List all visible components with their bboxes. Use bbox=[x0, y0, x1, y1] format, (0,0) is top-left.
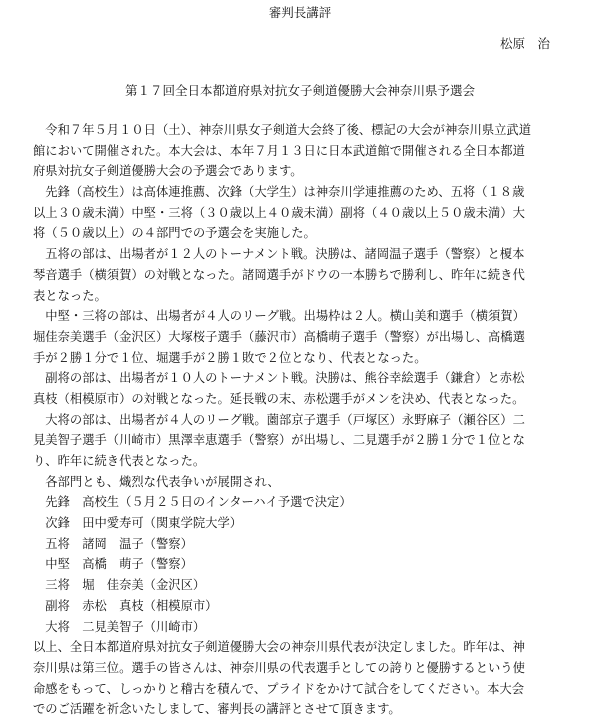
document-heading: 審判長講評 bbox=[268, 5, 332, 20]
body-line: 令和７年５月１０日（土）、神奈川県女子剣道大会終了後、標記の大会が神奈川県立武道 bbox=[33, 123, 532, 137]
body-line: 将（５０歳以上）の４部門での予選会を実施した。 bbox=[33, 226, 316, 241]
body-line: 命感をもって、しっかりと稽古を積んで、プライドをかけて試合をしてください。本大会 bbox=[33, 681, 525, 696]
body-line: り、昨年に続き代表となった。 bbox=[33, 454, 206, 468]
body-line: でのご活躍を祈念いたしまして、審判長の講評とさせて頂きます。 bbox=[33, 702, 401, 717]
body-line: 各部門とも、熾烈な代表争いが展開され、 bbox=[33, 474, 280, 489]
body-line: 以上、全日本都道府県対抗女子剣道優勝大会の神奈川県代表が決定しました。昨年は、神 bbox=[33, 640, 525, 655]
body-line: 表となった。 bbox=[33, 288, 107, 303]
body-line: 三将 堀 佳奈美（金沢区） bbox=[33, 578, 206, 593]
body-line: 堀佳奈美選手（金沢区）大塚桜子選手（藤沢市）高橋萌子選手（警察）が出場し、高橋選 bbox=[33, 329, 525, 344]
body-line: 以上３０歳未満）中堅・三将（３０歳以上４０歳未満）副将（４０歳以上５０歳未満）大 bbox=[33, 205, 525, 220]
body-line: 府県対抗女子剣道優勝大会の予選会であります。 bbox=[33, 164, 303, 179]
body-line: 先鋒 高校生（５月２５日のインターハイ予選で決定） bbox=[33, 495, 352, 510]
document-title: 第１７回全日本都道府県対抗女子剣道優勝大会神奈川県予選会 bbox=[124, 83, 475, 98]
body-line: 真枝（相模原市）の対戦となった。延長戦の末、赤松選手がメンを決め、代表となった。 bbox=[33, 391, 525, 406]
body-line: 先鋒（高校生）は高体連推薦、次鋒（大学生）は神奈川学連推薦のため、五将（１８歳 bbox=[33, 185, 525, 200]
body-line: 琴音選手（横須賀）の対戦となった。諸岡選手がドウの一本勝ちで勝利し、昨年に続き代 bbox=[33, 267, 525, 282]
body-line: 中堅・三将の部は、出場者が４人のリーグ戦。出場枠は２人。横山美和選手（横須賀） bbox=[33, 309, 525, 324]
body-line: 見美智子選手（川崎市）黒澤幸恵選手（警察）が出場し、二見選手が２勝１分で１位とな bbox=[33, 433, 525, 448]
author-name: 松原 治 bbox=[499, 36, 550, 51]
body-line: 館において開催された。本大会は、本年７月１３日に日本武道館で開催される全日本都道 bbox=[33, 143, 525, 158]
body-line: 大将 二見美智子（川崎市） bbox=[33, 619, 206, 634]
body-line: 次鋒 田中愛寿可（関東学院大学） bbox=[33, 516, 243, 531]
body-line: 大将の部は、出場者が４人のリーグ戦。薗部京子選手（戸塚区）永野麻子（瀬谷区）二 bbox=[33, 412, 525, 427]
body-line: 副将 赤松 真枝（相模原市） bbox=[33, 598, 218, 613]
body-line: 手が２勝１分で１位、堀選手が２勝１敗で２位となり、代表となった。 bbox=[33, 350, 427, 365]
body-line: 奈川県は第三位。選手の皆さんは、神奈川県の代表選手としての誇りと優勝するという使 bbox=[33, 660, 525, 675]
body-line: 副将の部は、出場者が１０人のトーナメント戦。決勝は、熊谷幸絵選手（鎌倉）と赤松 bbox=[33, 371, 525, 386]
document-body bbox=[33, 120, 563, 720]
body-line: 五将 諸岡 温子（警察） bbox=[33, 536, 193, 551]
body-line: 中堅 高橋 萌子（警察） bbox=[33, 557, 193, 572]
body-line: 五将の部は、出場者が１２人のトーナメント戦。決勝は、諸岡温子選手（警察）と榎本 bbox=[33, 247, 525, 262]
